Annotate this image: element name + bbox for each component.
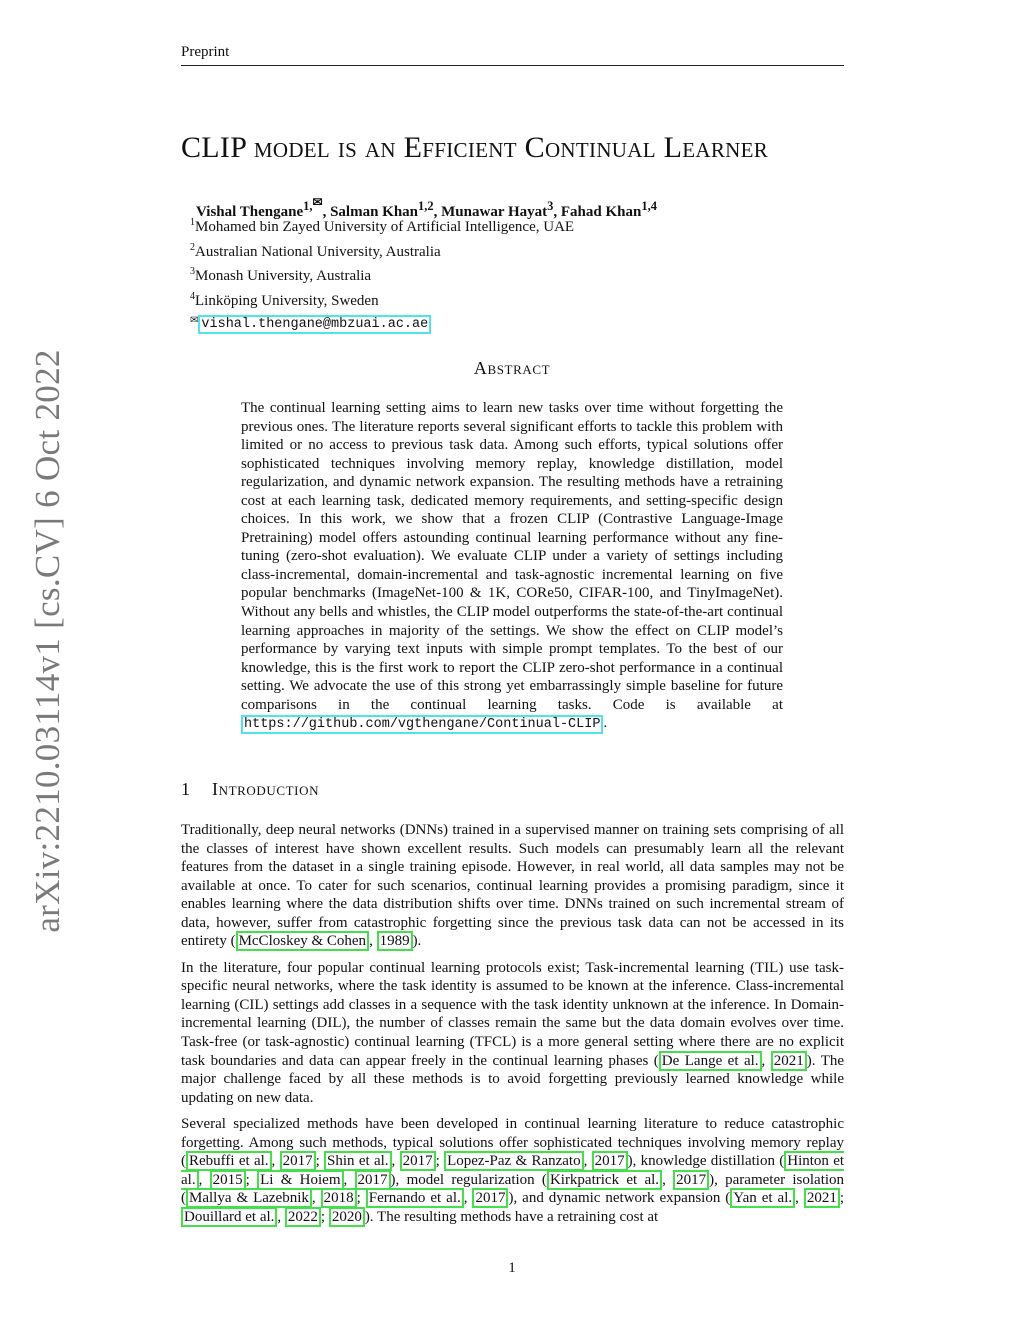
author-name: Vishal Thengane — [196, 204, 304, 220]
citation-link[interactable]: Rebuffi et al. — [186, 1151, 272, 1171]
abstract-body — [241, 399, 783, 735]
running-header — [181, 42, 844, 62]
paragraph-text: ), parameter isolation ( — [181, 1171, 845, 1207]
citation-link[interactable]: Douillard et al. — [181, 1207, 277, 1227]
author-sup: 3 — [547, 199, 554, 213]
paragraph-text: ). The resulting methods have a retraining cost at — [364, 1208, 659, 1225]
envelope-icon: ✉ — [312, 195, 323, 209]
citation-link[interactable]: 2018 — [321, 1188, 357, 1208]
citation-link[interactable]: 2017 — [280, 1151, 316, 1171]
paper-title: CLIP model is an Efficient Continual Learner — [181, 131, 769, 164]
email-row — [190, 311, 830, 335]
author-name: Fahad Khan — [560, 204, 642, 220]
author-name: Salman Khan — [330, 204, 419, 220]
affiliation-item — [190, 287, 830, 312]
citation-link[interactable]: Hinton et al. — [181, 1153, 845, 1188]
citation-sep: , — [761, 1052, 771, 1069]
citation-link[interactable]: Shin et al. — [324, 1151, 392, 1171]
citation-sep: ; — [839, 1190, 845, 1207]
header-label: Preprint — [181, 44, 230, 60]
citation-link[interactable]: McCloskey & Cohen — [236, 931, 370, 951]
paragraph-text: ), model regularization ( — [390, 1171, 547, 1188]
citation-link[interactable]: 2017 — [355, 1170, 391, 1190]
citation-link[interactable]: 2021 — [804, 1188, 840, 1208]
affiliation-text: Mohamed bin Zayed University of Artificial Intelligence, UAE — [195, 219, 575, 235]
paragraph-text: Traditionally, deep neural networks (DNNs) trained in a supervised manner on training sets comprising of all the classes of interest have shown excellent results. Such models can presumably learn all the relevant features from the dataset in a single training episode. However, in real world, all data samples may not be available at once. To cater for such scenarios, continual learning provides a promising paradigm, since it enables learning where the data distribution shifts over time. DNNs trained on such incremental stream of data, however, suffer from catastrophic forgetting since the previous task data can not be accessed in its entirety ( — [181, 822, 844, 950]
affiliation-sup: 1 — [190, 217, 195, 228]
introduction-body — [181, 821, 844, 1234]
section-title: Introduction — [212, 779, 320, 799]
citation-sep: , — [271, 1153, 280, 1170]
citation-sep: ; — [356, 1190, 366, 1207]
affiliation-sup: 2 — [190, 241, 195, 253]
author-sup: 1,2 — [418, 199, 434, 213]
paragraph-text: ). — [412, 933, 422, 950]
abstract-heading: Abstract — [473, 358, 551, 378]
citation-sep: ; — [245, 1171, 258, 1188]
paragraph — [181, 959, 844, 1107]
abstract-end: . — [603, 715, 608, 732]
author-name: Munawar Hayat — [441, 204, 548, 220]
affiliation-text: Monash University, Australia — [195, 268, 372, 284]
citation-link[interactable]: Yan et al. — [730, 1188, 795, 1208]
citation-link[interactable]: Kirkpatrick et al. — [547, 1170, 662, 1190]
affiliation-text: Linköping University, Sweden — [195, 292, 379, 309]
citation-link[interactable]: Lopez-Paz & Ranzato — [444, 1151, 584, 1171]
citation-link[interactable]: 2022 — [285, 1207, 321, 1227]
affiliation-text: Australian National University, Australia — [195, 243, 441, 260]
citation-sep: , — [463, 1190, 473, 1207]
paragraph-text: In the literature, four popular continual learning protocols exist; Task-incremental learning (TIL) use task-specific neural networks, where the task identity is assumed to be known at the inference. Class-incremental learning (CIL) settings add classes in a sequence with the task identity unknown at the inference. In Domain-incremental learning (DIL), the number of classes remain the same but the data domain evolves over time. Task-free (or task-agnostic) continual learning (TFCL) is a more general setting where there are no explicit task boundaries and data can appear freely in the continual learning phases ( — [181, 959, 844, 1069]
citation-link[interactable]: Li & Hoiem — [257, 1170, 343, 1190]
citation-sep: ; — [320, 1208, 329, 1225]
affiliation-item — [190, 238, 830, 263]
affiliation-item — [190, 213, 830, 238]
abstract-text: The continual learning setting aims to learn new tasks over time without forgetting the previous ones. The literature reports several significant efforts to tackle this problem with limited or no access to previous task data. Among such efforts, typical solutions offer sophisticated techniques involving memory replay, knowledge distillation, model regularization, and dynamic network expansion. The resulting methods have a retraining cost at each learning task, dedicated memory requirements, and setting-specific design choices. In this work, we show that a frozen CLIP (Contrastive Language-Image Pretraining) model offers astounding continual learning performance without any fine-tuning (zero-shot evaluation). We evaluate CLIP under a variety of settings including class-incremental, domain-incremental and task-agnostic incremental learning on five popular benchmarks (ImageNet-100 & 1K, CORe50, CIFAR-100, and TinyImageNet). Without any bells and whistles, the CLIP model outperforms the state-of-the-art continual learning approaches in majority of the settings. We show the effect on CLIP model’s performance by varying text inputs with simple prompt templates. To the best of our knowledge, this is the first work to report the CLIP zero-shot performance in a continual setting. We advocate the use of this strong yet embarrassingly simple baseline for future comparisons in the continual learning tasks. Code is available at — [241, 400, 783, 713]
citation-sep: , — [369, 933, 377, 950]
citation-sep: , — [343, 1171, 355, 1188]
paragraph-text: ). The major challenge faced by all these methods is to avoid forgetting previously learned knowledge while updating on new data. — [181, 1052, 845, 1106]
citation-sep: ; — [315, 1153, 325, 1170]
header-rule — [181, 65, 844, 66]
citation-link[interactable]: 2017 — [472, 1188, 508, 1208]
author-sup: 1, — [303, 199, 313, 213]
affiliation-item — [190, 262, 830, 287]
code-link[interactable]: https://github.com/vgthengane/Continual-CLIP — [241, 715, 603, 734]
email-link[interactable]: vishal.thengane@mbzuai.ac.ae — [198, 315, 431, 334]
citation-link[interactable]: 2021 — [771, 1051, 807, 1071]
citation-sep: , — [277, 1208, 285, 1225]
section-heading — [181, 779, 681, 800]
author-sup: 1,4 — [641, 199, 657, 213]
citation-sep: ; — [435, 1153, 445, 1170]
citation-link[interactable]: Fernando et al. — [366, 1188, 464, 1208]
arxiv-stamp: arXiv:2210.03114v1 [cs.CV] 6 Oct 2022 — [28, 349, 67, 933]
author-list: Vishal Thengane$^{1,✉}$, Salman Khan$^{1,2}$, Munawar Hayat$^3$, Fahad Khan$^{1,4}$ — [196, 195, 657, 220]
citation-link[interactable]: 2017 — [400, 1151, 436, 1171]
citation-sep: , — [198, 1171, 210, 1188]
affiliation-sup: 4 — [190, 290, 195, 302]
citation-link[interactable]: De Lange et al. — [659, 1051, 762, 1071]
citation-sep: , — [795, 1190, 804, 1207]
envelope-icon: ✉ — [190, 315, 199, 326]
affiliation-sup: 3 — [190, 266, 195, 277]
citation-link[interactable]: Mallya & Lazebnik — [186, 1188, 312, 1208]
section-number: 1 — [181, 779, 191, 799]
citation-sep: , — [662, 1171, 674, 1188]
citation-sep: , — [391, 1153, 400, 1170]
paragraph-text: ), and dynamic network expansion ( — [508, 1190, 731, 1207]
paragraph-text: ), knowledge distillation ( — [627, 1153, 785, 1170]
page-number: 1 — [508, 1260, 516, 1276]
citation-link[interactable]: 2017 — [673, 1170, 709, 1190]
citation-link[interactable]: 2015 — [210, 1170, 246, 1190]
citation-sep: , — [311, 1190, 321, 1207]
paragraph — [181, 1115, 844, 1226]
citation-sep: , — [583, 1153, 592, 1170]
citation-link[interactable]: 1989 — [377, 931, 413, 951]
citation-link[interactable]: 2017 — [592, 1151, 628, 1171]
paragraph-text: Several specialized methods have been developed in continual learning literature to reduce catastrophic forgetting. Among such methods, typical solutions offer sophisticated techniques involving memory replay ( — [181, 1116, 844, 1170]
affiliations — [190, 213, 830, 335]
citation-link[interactable]: 2020 — [329, 1207, 365, 1227]
paragraph — [181, 821, 844, 951]
